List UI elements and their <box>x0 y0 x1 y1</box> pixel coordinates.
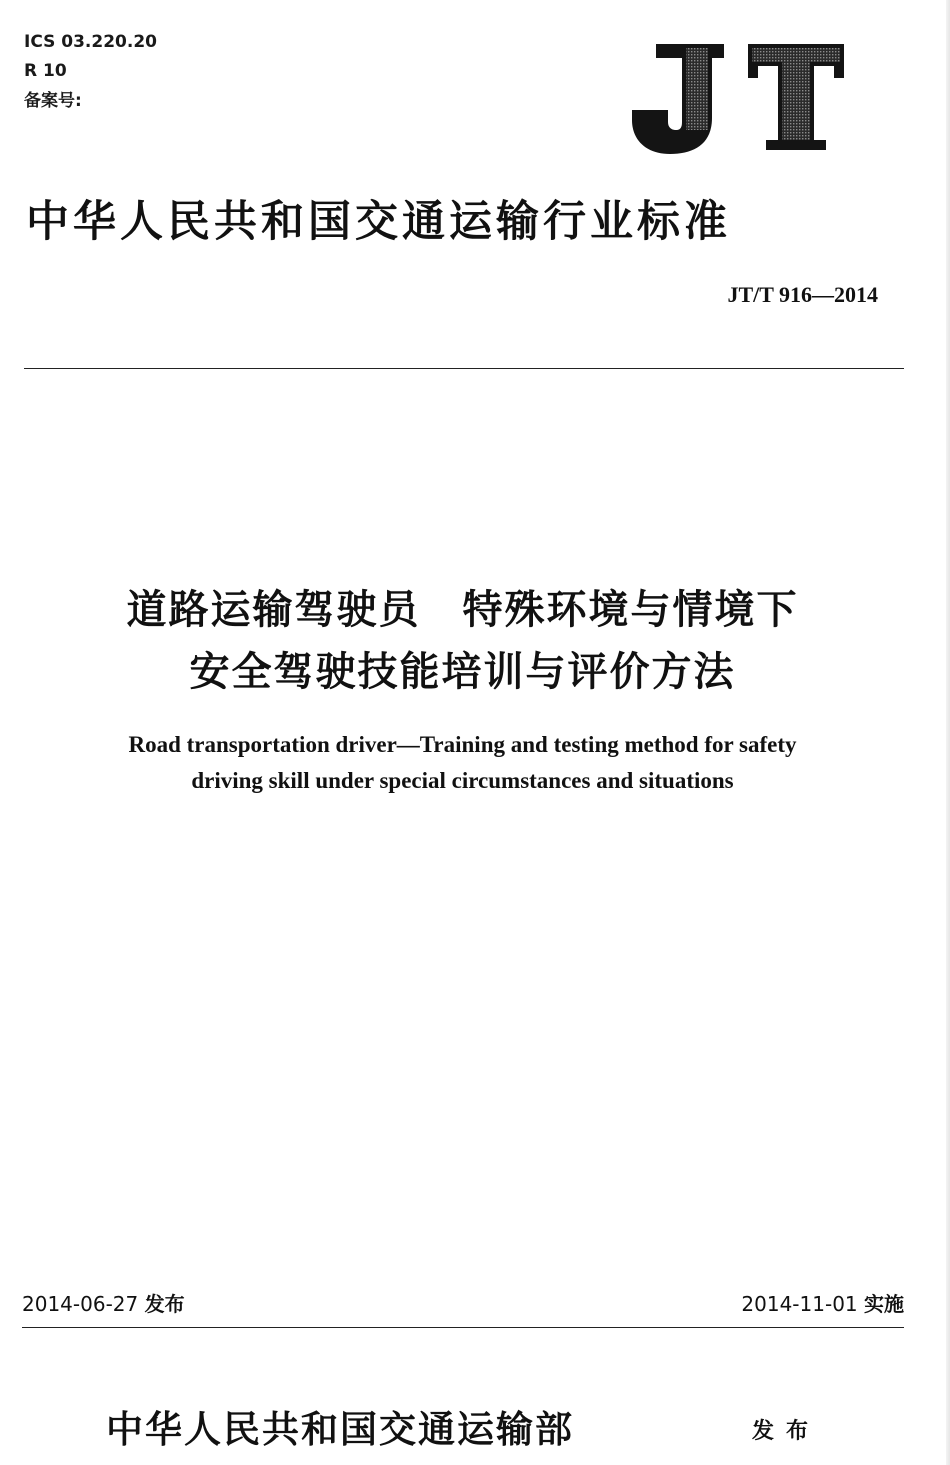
filing-number-label: 备案号: <box>24 91 82 111</box>
ccs-code: R 10 <box>24 61 67 81</box>
ics-code: ICS 03.220.20 <box>24 32 157 52</box>
issue-date <box>22 1288 185 1317</box>
page-edge <box>946 0 950 1465</box>
standard-number: JT/T 916—2014 <box>727 282 878 307</box>
jt-logo <box>628 36 850 156</box>
title-en-line-1: Road transportation driver—Training and testing method for safety <box>128 732 797 757</box>
title-cn-line-1: 道路运输驾驶员 特殊环境与情境下 <box>126 587 799 633</box>
issue-date-value: 2014-06-27 <box>22 1292 139 1316</box>
effective-date <box>741 1288 904 1317</box>
title-en-line-2: driving skill under special circumstances and situations <box>191 768 734 793</box>
publish-label: 发布 <box>752 1419 821 1444</box>
footer-divider <box>22 1327 904 1328</box>
effective-date-value: 2014-11-01 <box>741 1292 858 1316</box>
publisher-name: 中华人民共和国交通运输部 <box>106 1407 574 1451</box>
title-cn-line-2: 安全驾驶技能培训与评价方法 <box>189 649 736 695</box>
header-divider <box>24 368 904 369</box>
standard-category-header: 中华人民共和国交通运输行业标准 <box>26 197 731 247</box>
effective-date-label: 实施 <box>864 1292 904 1316</box>
issue-date-label: 发布 <box>144 1292 185 1316</box>
